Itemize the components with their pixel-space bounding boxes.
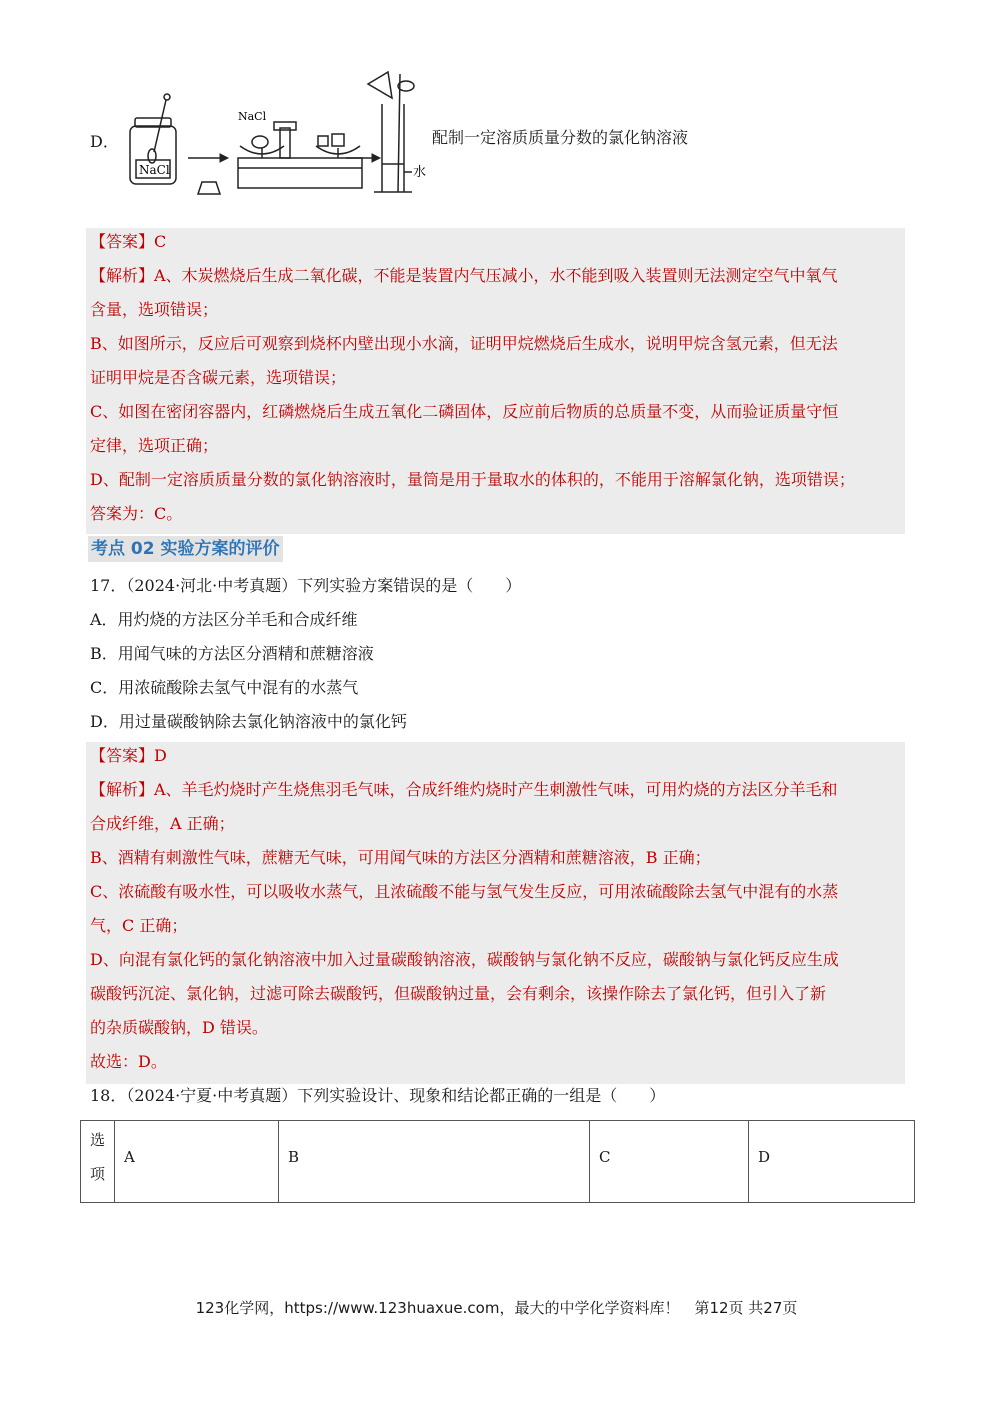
analysis-17-line-9: 故选：D。 xyxy=(90,1052,167,1071)
analysis-17-line-3: B、酒精有刺激性气味，蔗糖无气味，可用闻气味的方法区分酒精和蔗糖溶液，B 正确； xyxy=(90,848,711,867)
figure-caption: 配制一定溶质质量分数的氯化钠溶液 xyxy=(432,128,689,147)
table-column-a: A xyxy=(115,1121,279,1202)
question-17-option-c: C．用浓硫酸除去氢气中混有的水蒸气 xyxy=(90,678,359,697)
answer-line-17: 【答案】D xyxy=(90,746,167,765)
question-17-option-a: A．用灼烧的方法区分羊毛和合成纤维 xyxy=(90,610,358,629)
water-label: 水 xyxy=(413,165,427,180)
solution-preparation-diagram xyxy=(120,64,440,212)
table-header-cell: 选 项 xyxy=(81,1121,115,1202)
analysis-16-line-1: 【解析】A、木炭燃烧后生成二氧化碳，不能是装置内气压减小，水不能到吸入装置则无法测定空气中氧气 xyxy=(90,266,838,285)
arrow-icon xyxy=(188,154,228,162)
analysis-17-line-2: 合成纤维，A 正确； xyxy=(90,814,235,833)
question-17-option-d: D．用过量碳酸钠除去氯化钠溶液中的氯化钙 xyxy=(90,712,407,731)
options-table xyxy=(80,1120,915,1203)
analysis-16-line-8: 答案为：C。 xyxy=(90,504,183,523)
analysis-16-line-7: D、配制一定溶质质量分数的氯化钠溶液时，量筒是用于量取水的体积的，不能用于溶解氯化钠，选项错误； xyxy=(90,470,855,489)
question-17-option-b: B．用闻气味的方法区分酒精和蔗糖溶液 xyxy=(90,644,374,663)
analysis-16-line-5: C、如图在密闭容器内，红磷燃烧后生成五氧化二磷固体，反应前后物质的总质量不变，从而验证质量守恒 xyxy=(90,402,839,421)
table-column-b: B xyxy=(279,1121,590,1202)
page-footer: 123化学网，https://www.123huaxue.com，最大的中学化学资料库！ 第12页 共27页 xyxy=(195,1299,798,1317)
balance-icon xyxy=(238,122,362,188)
question-17-stem: 17．（2024·河北·中考真题）下列实验方案错误的是（ ） xyxy=(90,576,522,595)
experiment-figure xyxy=(120,64,440,212)
analysis-17-line-6: D、向混有氯化钙的氯化钠溶液中加入过量碳酸钠溶液，碳酸钠与氯化钠不反应，碳酸钠与氯化钙反应生成 xyxy=(90,950,839,969)
option-d-label: D． xyxy=(90,132,119,151)
analysis-16-line-6: 定律，选项正确； xyxy=(90,436,219,455)
jar-label: NaCl xyxy=(139,163,170,177)
analysis-17-line-8: 的杂质碳酸钠，D 错误。 xyxy=(90,1018,268,1037)
topic-heading: 考点 02 实验方案的评价 xyxy=(88,536,283,562)
analysis-17-line-1: 【解析】A、羊毛灼烧时产生烧焦羽毛气味，合成纤维灼烧时产生刺激性气味，可用灼烧的方法区分羊毛和 xyxy=(90,780,838,799)
analysis-17-line-5: 气，C 正确； xyxy=(90,916,188,935)
question-18-stem: 18．（2024·宁夏·中考真题）下列实验设计、现象和结论都正确的一组是（ ） xyxy=(90,1086,666,1105)
analysis-17-line-7: 碳酸钙沉淀、氯化钠，过滤可除去碳酸钙，但碳酸钠过量，会有剩余，该操作除去了氯化钙，但引入了新 xyxy=(90,984,827,1003)
graduated-cylinder-icon xyxy=(368,72,414,192)
analysis-16-line-4: 证明甲烷是否含碳元素，选项错误； xyxy=(90,368,347,387)
weight-icon xyxy=(198,182,220,194)
analysis-17-line-4: C、浓硫酸有吸水性，可以吸收水蒸气，且浓硫酸不能与氢气发生反应，可用浓硫酸除去氢气中混有的水蒸 xyxy=(90,882,839,901)
analysis-16-line-2: 含量，选项错误； xyxy=(90,300,219,319)
answer-line-16: 【答案】C xyxy=(90,232,167,251)
balance-label: NaCl xyxy=(238,110,267,123)
analysis-16-line-3: B、如图所示，反应后可观察到烧杯内壁出现小水滴，证明甲烷燃烧后生成水，说明甲烷含氢元素，但无法 xyxy=(90,334,838,353)
table-column-d: D xyxy=(758,1148,771,1166)
table-column-c: C xyxy=(590,1121,749,1202)
arrow-icon xyxy=(346,154,380,162)
